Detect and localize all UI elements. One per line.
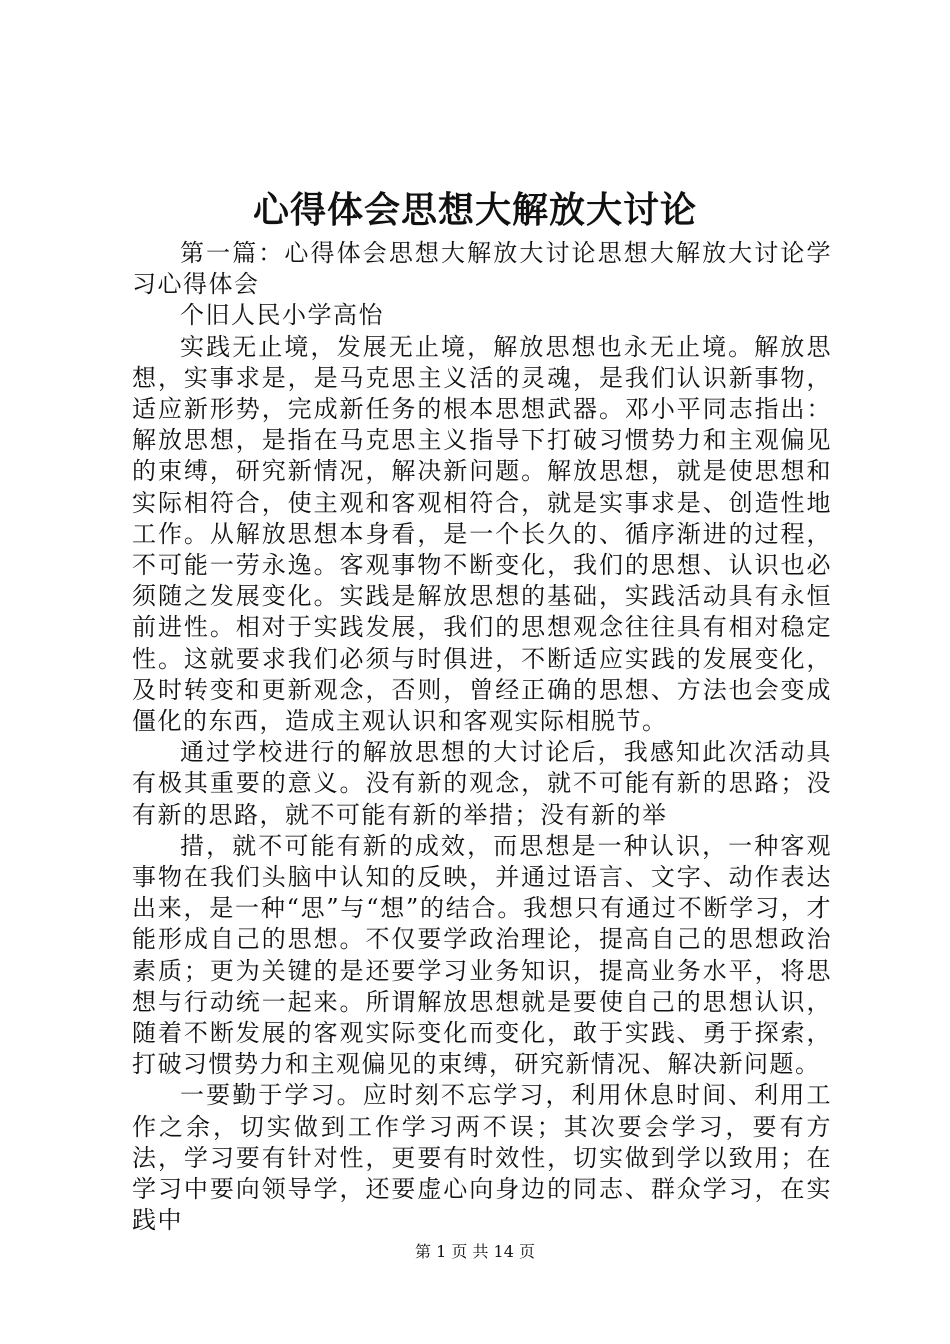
paragraph: 实践无止境，发展无止境，解放思想也永无止境。解放思想，实事求是，是马克思主义活的灵魂，是我们认识新事物，适应新形势，完成新任务的根本思想武器。邓小平同志指出：解放思想，是指在马克思主义指导下打破习惯势力和主观偏见的束缚，研究新情况，解决新问题。解放思想，就是使思想和实际相符合，使主观和客观相符合，就是实事求是、创造性地工作。从解放思想本身看，是一个长久的、循序渐进的过程，不可能一劳永逸。客观事物不断变化，我们的思想、认识也必须随之发展变化。实践是解放思想的基础，实践活动具有永恒前进性。相对于实践发展，我们的思想观念往往具有相对稳定性。这就要求我们必须与时俱进，不断适应实践的发展变化，及时转变和更新观念，否则，曾经正确的思想、方法也会变成僵化的东西，造成主观认识和客观实际相脱节。: [132, 332, 832, 736]
page-number-footer: 第 1 页 共 14 页: [415, 1242, 535, 1261]
paragraph-heading: 第一篇：心得体会思想大解放大讨论思想大解放大讨论学习心得体会: [132, 239, 832, 299]
document-body: [132, 238, 832, 1237]
paragraph: 通过学校进行的解放思想的大讨论后，我感知此次活动具有极其重要的意义。没有新的观念，就不可能有新的思路；没有新的思路，就不可能有新的举措；没有新的举: [132, 738, 832, 829]
paragraph: 一要勤于学习。应时刻不忘学习，利用休息时间、利用工作之余，切实做到工作学习两不误；其次要会学习，要有方法，学习要有针对性，更要有时效性，切实做到学以致用；在学习中要向领导学，还要虚心向身边的同志、群众学习，在实践中: [132, 1081, 832, 1235]
paragraph: 措，就不可能有新的成效，而思想是一种认识，一种客观事物在我们头脑中认知的反映，并通过语言、文字、动作表达出来，是一种“思”与“想”的结合。我想只有通过不断学习，才能形成自己的思想。不仅要学政治理论，提高自己的思想政治素质；更为关键的是还要学习业务知识，提高业务水平，将思想与行动统一起来。所谓解放思想就是要使自己的思想认识，随着不断发展的客观实际变化而变化，敢于实践、勇于探索，打破习惯势力和主观偏见的束缚，研究新情况、解决新问题。: [132, 831, 832, 1079]
document-title: 心得体会思想大解放大讨论: [252, 189, 697, 231]
paragraph-author: 个旧人民小学高怡: [180, 301, 384, 330]
